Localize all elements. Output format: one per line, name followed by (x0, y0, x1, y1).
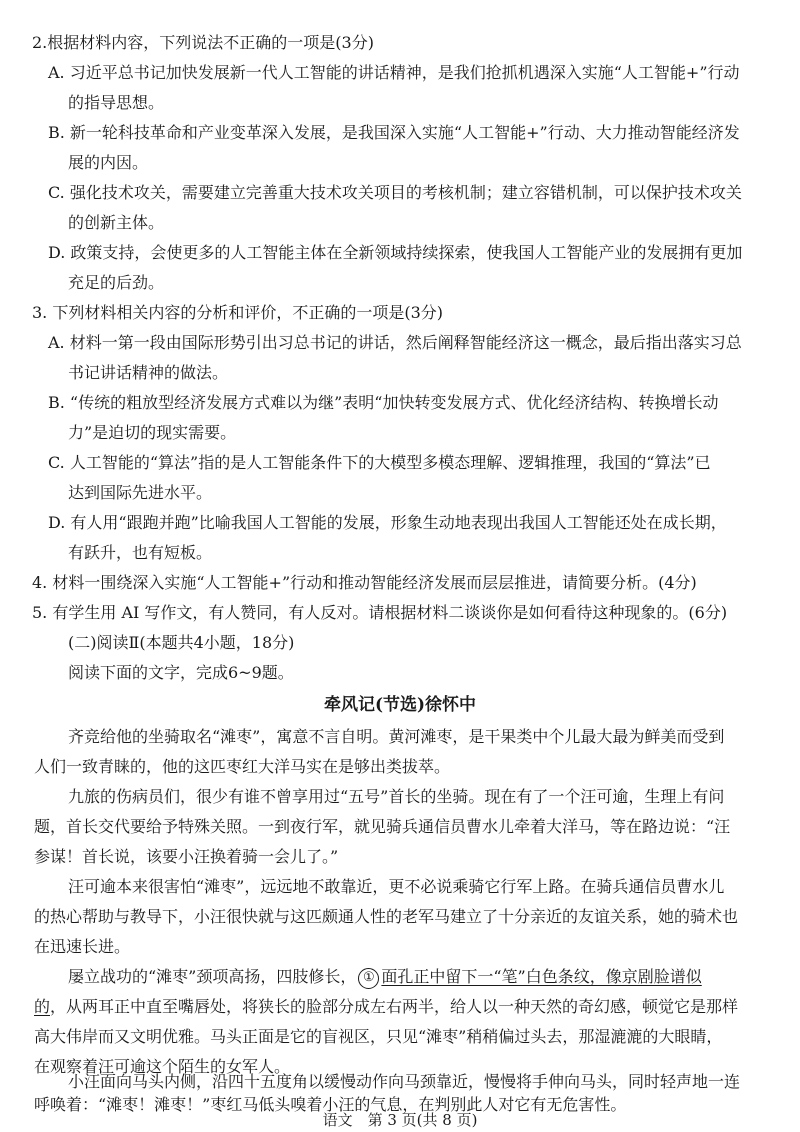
q3-option-c: C. 人工智能的“算法”指的是人工智能条件下的大模型多模态理解、逻辑推理，我国的“算法”已 (48, 453, 711, 472)
section-header: (二)阅读Ⅱ(本题共4小题，18分) (68, 633, 295, 652)
paragraph-3-line-3: 在迅速长进。 (34, 937, 131, 956)
q2-option-d-cont: 充足的后劲。 (68, 273, 165, 292)
paragraph-3-line-2: 的热心帮助与教导下，小汪很快就与这匹颇通人性的老军马建立了十分亲近的友谊关系，她的骑术也 (34, 907, 739, 926)
paragraph-4-text: 屡立战功的“滩枣”颈项高扬，四肢修长， (68, 967, 357, 986)
paragraph-4-line-2 (34, 992, 738, 1022)
q2-option-c: C. 强化技术攻关，需要建立完善重大技术攻关项目的考核机制；建立容错机制，可以保护技术攻关 (48, 183, 742, 202)
circled-number-marker: ① (358, 968, 379, 989)
article-title: 牵风记(节选)徐怀中 (323, 695, 477, 715)
paragraph-1-line-1: 齐竞给他的坐骑取名“滩枣”，寓意不言自明。黄河滩枣，是干果类中个儿最大最为鲜美而受到 (68, 727, 725, 746)
paragraph-2-line-3: 参谋！首长说，该要小汪换着骑一会儿了。” (34, 847, 339, 866)
underlined-text: 面孔正中留下一“笔”白色条纹，像京剧脸谱似 (381, 967, 702, 986)
q3-option-d: D. 有人用“跟跑并跑”比喻我国人工智能的发展，形象生动地表现出我国人工智能还处在成长期， (48, 513, 727, 532)
q2-option-b: B. 新一轮科技革命和产业变革深入发展，是我国深入实施“人工智能+”行动、大力推动智能经济发 (48, 123, 740, 142)
q3-option-b: B. “传统的粗放型经济发展方式难以为继”表明“加快转变发展方式、优化经济结构、转换增长动 (48, 393, 719, 412)
paragraph-4-line-1 (68, 962, 702, 992)
underlined-sentence-1 (356, 967, 701, 986)
question-5: 5. 有学生用 AI 写作文，有人赞同，有人反对。请根据材料二谈谈你是如何看待这种现象的。(6分) (32, 603, 728, 622)
paragraph-3-line-1: 汪可逾本来很害怕“滩枣”，远远地不敢靠近，更不必说乘骑它行军上路。在骑兵通信员曹水儿 (68, 877, 725, 896)
page-footer: 语文 第 3 页(共 8 页) (322, 1111, 478, 1129)
q3-option-a: A. 材料一第一段由国际形势引出习总书记的讲话，然后阐释智能经济这一概念，最后指出落实习总 (48, 333, 742, 352)
q2-option-c-cont: 的创新主体。 (68, 213, 165, 232)
paragraph-2-line-1: 九旅的伤病员们，很少有谁不曾享用过“五号”首长的坐骑。现在有了一个汪可逾，生理上有问 (68, 787, 725, 806)
paragraph-4-line-3: 高大伟岸而又文明优雅。马头正面是它的盲视区，只见“滩枣”稍稍偏过头去，那湿漉漉的大眼睛， (34, 1027, 723, 1046)
q2-option-b-cont: 展的内因。 (68, 153, 149, 172)
paragraph-1-line-2: 人们一致青睐的，他的这匹枣红大洋马实在是够出类拔萃。 (34, 757, 451, 776)
question-2-stem: 2.根据材料内容，下列说法不正确的一项是(3分) (32, 33, 374, 52)
question-3-stem: 3. 下列材料相关内容的分析和评价，不正确的一项是(3分) (32, 303, 444, 322)
question-4: 4. 材料一围绕深入实施“人工智能+”行动和推动智能经济发展而层层推进，请简要分析。(4分) (32, 573, 697, 592)
paragraph-5-line-1: 小汪面向马头内侧，沿四十五度角以缓慢动作向马颈靠近，慢慢将手伸向马头，同时轻声地一连 (68, 1072, 741, 1091)
q3-option-a-cont: 书记讲话精神的做法。 (68, 363, 229, 382)
q2-option-d: D. 政策支持，会使更多的人工智能主体在全新领域持续探索，使我国人工智能产业的发展拥有更加 (48, 243, 743, 262)
paragraph-5-line-2: 呼唤着：“滩枣！滩枣！”枣红马低头嗅着小汪的气息，在判别此人对它有无危害性。 (34, 1095, 627, 1114)
q3-option-d-cont: 有跃升，也有短板。 (68, 543, 213, 562)
q2-option-a-cont: 的指导思想。 (68, 93, 165, 112)
q2-option-a: A. 习近平总书记加快发展新一代人工智能的讲话精神，是我们抢抓机遇深入实施“人工智能+”行动 (48, 63, 740, 82)
q3-option-b-cont: 力”是迫切的现实需要。 (68, 423, 237, 442)
paragraph-4-line-4: 在观察着汪可逾这个陌生的女军人。 (34, 1057, 291, 1076)
underlined-text-end: 的 (34, 997, 51, 1016)
q3-option-c-cont: 达到国际先进水平。 (68, 483, 213, 502)
paragraph-2-line-2: 题，首长交代要给予特殊关照。一到夜行军，就见骑兵通信员曹水儿牵着大洋马，等在路边说：“汪 (34, 817, 731, 836)
section-instruction: 阅读下面的文字，完成6~9题。 (68, 663, 294, 682)
paragraph-4-text-cont: ，从两耳正中直至嘴唇处，将狭长的脸部分成左右两半，给人以一种天然的奇幻感，顿觉它是那样 (50, 997, 739, 1016)
